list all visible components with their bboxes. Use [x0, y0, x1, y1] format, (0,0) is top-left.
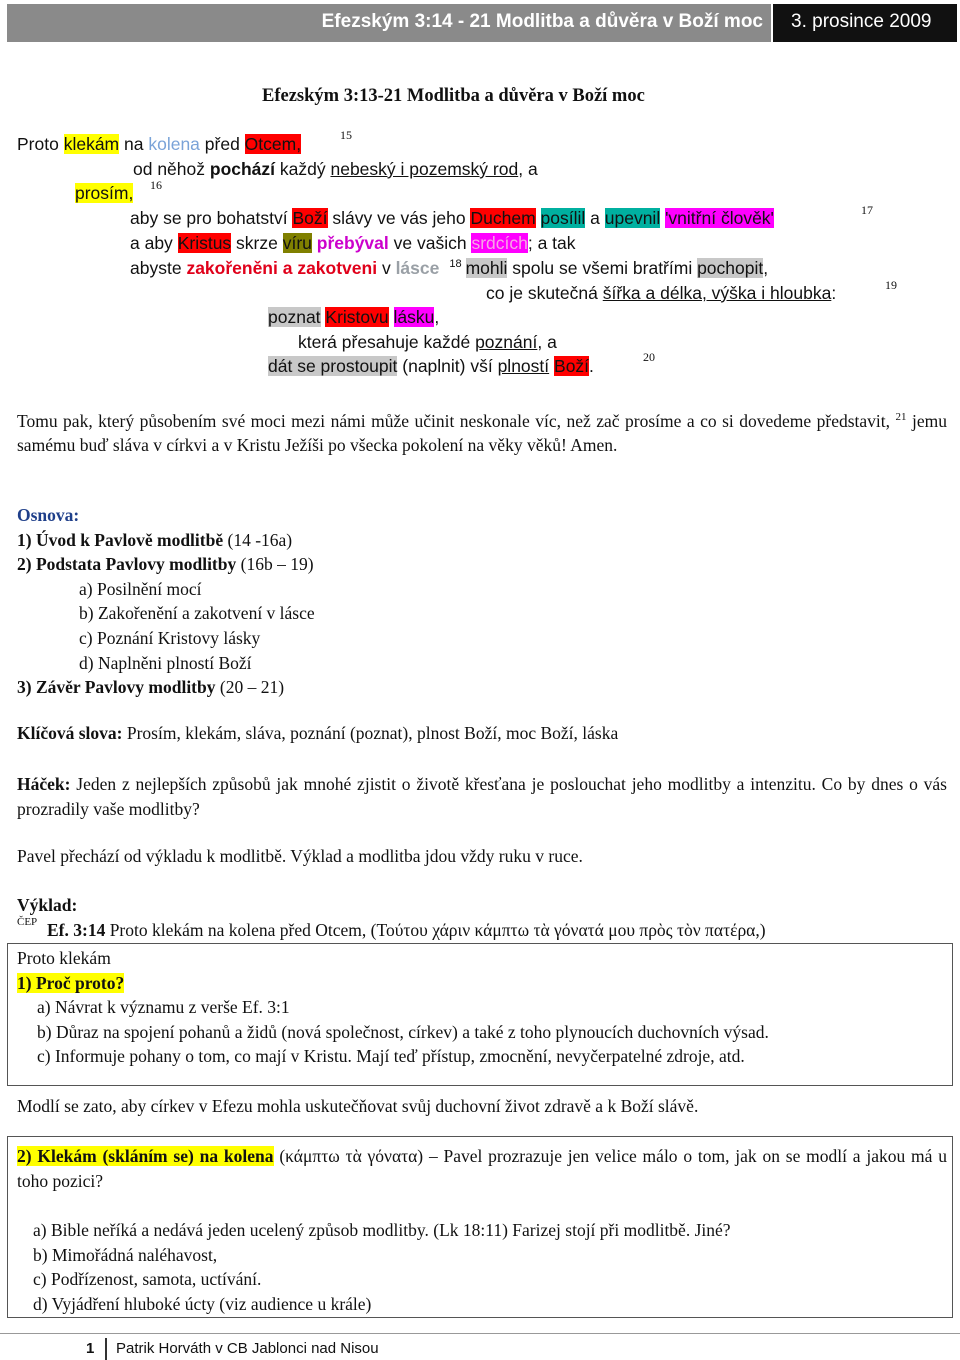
- verse-line-2: [133, 159, 538, 180]
- text: Osnova:: [17, 505, 80, 525]
- text: ,: [763, 258, 769, 278]
- hl-dat-se-prostoupit: dát se prostoupit: [268, 356, 398, 376]
- hl-kristus: Kristus: [177, 233, 232, 253]
- text: (naplnit) vší: [397, 356, 498, 376]
- hl-otcem: Otcem,: [244, 134, 302, 154]
- exposition-verse: [47, 920, 766, 941]
- hl-kristovu: Kristovu: [325, 307, 389, 327]
- box1-content: [17, 946, 769, 1069]
- text: ve vašich: [388, 233, 472, 253]
- text: na: [119, 134, 149, 154]
- box1-item-b: b) Důraz na spojení pohanů a židů (nová společnost, církev) a také z toho plynoucích duchovních výsad.: [37, 1021, 769, 1042]
- verse-number-19: 19: [885, 278, 897, 292]
- text: 1) Proč proto?: [17, 972, 125, 993]
- text: ,: [434, 307, 440, 327]
- text: (16b – 19): [236, 554, 314, 575]
- text: Proto klekám na kolena před Otcem,: [105, 920, 371, 940]
- box2-item-d: d) Vyjádření hluboké úcty (viz audience u krále): [33, 1293, 372, 1314]
- text: jemu samému buď sláva v církvi a v Kristu Ježíši po všecka pokolení na věky věků! Amen.: [17, 410, 947, 456]
- text: Tomu pak, který působením své moci mezi námi může učinit neskonale víc, než zač prosíme a co si dovedeme představit,: [17, 410, 891, 431]
- hl-duchem: Duchem: [470, 208, 536, 228]
- text: (14 -16a): [223, 529, 293, 550]
- box1-item-c: c) Informuje pohany o tom, co mají v Kristu. Mají teď přístup, zmocnění, nevyčerpatelné zdroje, atd.: [37, 1046, 745, 1067]
- verse-line-6: [130, 258, 768, 279]
- verse-line-3: [75, 183, 133, 204]
- hl-bozi-2: Boží: [554, 356, 590, 376]
- verse-line-1: [17, 134, 301, 155]
- box2-item-c: c) Podřízenost, samota, uctívání.: [33, 1269, 262, 1290]
- hl-prebyval: přebýval: [316, 233, 389, 253]
- box1-item-a: a) Návrat k významu z verše Ef. 3:1: [37, 997, 290, 1018]
- hook-label: Háček:: [17, 774, 71, 794]
- outline: [17, 503, 315, 700]
- text: nebeský i pozemský rod: [330, 159, 519, 179]
- box1-question: [17, 971, 769, 996]
- footer-author: Patrik Horváth v CB Jablonci nad Nisou: [116, 1340, 379, 1357]
- hook-paragraph: [17, 772, 947, 821]
- box1-summary: Modlí se zato, aby církev v Efezu mohla uskutečňovat svůj duchovní život zdravě a k Boží slávě.: [17, 1096, 699, 1116]
- text: 2) Klekám (skláním se) na kolena: [17, 1146, 274, 1166]
- text: [536, 208, 541, 228]
- text: poznání: [475, 332, 538, 352]
- verse-line-8: [268, 307, 439, 328]
- text: co je skutečná: [486, 283, 603, 303]
- text: Proto: [17, 134, 64, 154]
- verse-line-7: [486, 283, 836, 304]
- outline-sub-b: b) Zakořenění a zakotvení v lásce: [79, 603, 315, 624]
- hl-kolena: kolena: [148, 134, 200, 154]
- outline-item-2: [17, 552, 315, 577]
- verse-number-15: 15: [340, 128, 352, 142]
- keywords-label: Klíčová slova:: [17, 723, 123, 743]
- cep-label: ČEP: [17, 916, 38, 928]
- text: každý: [275, 159, 331, 179]
- box2-items: [33, 1218, 731, 1316]
- outline-sub-a: a) Posilnění mocí: [79, 578, 202, 599]
- hl-bozi: Boží: [292, 208, 328, 228]
- box2-item-a: a) Bible neříká a nedává jeden ucelený způsob modlitby. (Lk 18:11) Farizej stojí při modlitbě. Jiné?: [33, 1220, 731, 1240]
- text: 3) Závěr Pavlovy modlitby: [17, 677, 216, 698]
- document-title: Efezským 3:13-21 Modlitba a důvěra v Boží moc: [262, 86, 645, 106]
- outline-item-1: [17, 528, 315, 553]
- text: :: [831, 283, 837, 303]
- text: abyste: [130, 258, 187, 278]
- hl-poznat: poznat: [268, 307, 321, 327]
- text: , a: [537, 332, 557, 352]
- text: Prosím, klekám, sláva, poznání (poznat), plnost Boží, moc Boží, láska: [122, 723, 619, 743]
- hl-klekam: klekám: [63, 134, 120, 154]
- box2-intro: [17, 1144, 947, 1193]
- text: skrze: [231, 233, 283, 253]
- hl-pochopit: pochopit: [697, 258, 764, 278]
- text: šířka a délka, výška i hloubka: [602, 283, 832, 303]
- outline-item-3: [17, 675, 315, 700]
- text: v: [377, 258, 396, 278]
- outline-sub-c: c) Poznání Kristovy lásky: [79, 627, 261, 648]
- text: a: [585, 208, 605, 228]
- text: slávy ve vás jeho: [327, 208, 471, 228]
- page-number: 1: [86, 1340, 95, 1357]
- keywords: [17, 723, 618, 744]
- greek-text: (Τούτου χάριν κάμπτω τὰ γόνατά μου πρὸς τὸν πατέρα,): [370, 920, 766, 940]
- text: [389, 307, 394, 327]
- outline-sub-d: d) Naplněni plností Boží: [79, 652, 252, 673]
- doxology-paragraph: [17, 405, 947, 458]
- text: .: [589, 356, 594, 376]
- text: aby se pro bohatství: [130, 208, 293, 228]
- text: před: [199, 134, 245, 154]
- verse-number-17: 17: [861, 203, 873, 217]
- text: Jeden z nejlepších způsobů jak mnohé zjistit o životě křesťana je poslouchat jeho modlitby a intenzitu. Co by dnes o vás prozradily vaše modlitby?: [17, 774, 947, 819]
- text: plností: [497, 356, 550, 376]
- text: , a: [518, 159, 538, 179]
- verse-number-20: 20: [643, 350, 655, 364]
- verse-number-16: 16: [150, 178, 162, 192]
- text: 1) Úvod k Pavlově modlitbě: [17, 529, 224, 550]
- verse-line-9: [298, 332, 557, 353]
- text: od něhož: [133, 159, 210, 179]
- verse-reference: Ef. 3:14: [47, 920, 106, 940]
- text: spolu se všemi bratřími: [507, 258, 698, 278]
- header-title: Efezským 3:14 - 21 Modlitba a důvěra v Boží moc: [321, 11, 763, 32]
- hl-lasce: lásce: [395, 258, 440, 278]
- hl-viru: víru: [282, 233, 312, 253]
- exposition-heading: Výklad:: [17, 895, 78, 915]
- text: (20 – 21): [215, 677, 285, 698]
- footer-separator: [105, 1338, 107, 1360]
- text: 2) Podstata Pavlovy modlitby: [17, 554, 237, 575]
- verse-line-10: [268, 356, 594, 377]
- header-date: 3. prosince 2009: [791, 11, 932, 32]
- text: která přesahuje každé: [298, 332, 476, 352]
- hl-upevnil: upevnil: [604, 208, 661, 228]
- hl-vnitrni-clovek: 'vnitřní člověk': [665, 208, 774, 228]
- verse-line-5: [130, 233, 576, 254]
- hl-zakoreneni: zakořeněni a zakotveni: [186, 258, 378, 278]
- text: pochází: [209, 159, 276, 179]
- text: ; a tak: [527, 233, 576, 253]
- transition-text: Pavel přechází od výkladu k modlitbě. Výklad a modlitba jdou vždy ruku v ruce.: [17, 846, 583, 866]
- header-title-bar: [7, 4, 771, 42]
- box1-line1: Proto klekám: [17, 948, 111, 968]
- hl-mohli: mohli: [465, 258, 508, 278]
- box2-item-b: b) Mimořádná naléhavost,: [33, 1244, 218, 1265]
- hl-srdcich: srdcích: [471, 233, 528, 253]
- text: – Pavel prozrazuje jen velice málo o tom, jak on se modlí a jakou má u toho pozici?: [17, 1146, 947, 1191]
- hl-posilil: posílil: [540, 208, 586, 228]
- hl-prosim: prosím,: [75, 183, 134, 203]
- text: a aby: [130, 233, 178, 253]
- footer-divider: [0, 1333, 960, 1334]
- verse-number-21: 21: [895, 411, 907, 423]
- header-date-bar: [773, 4, 957, 42]
- verse-line-4: [130, 208, 774, 229]
- greek-text: (κάμπτω τὰ γόνατα): [273, 1146, 424, 1166]
- hl-lasku: lásku: [393, 307, 435, 327]
- outline-heading: [17, 503, 315, 528]
- verse-number-18: 18: [449, 258, 462, 271]
